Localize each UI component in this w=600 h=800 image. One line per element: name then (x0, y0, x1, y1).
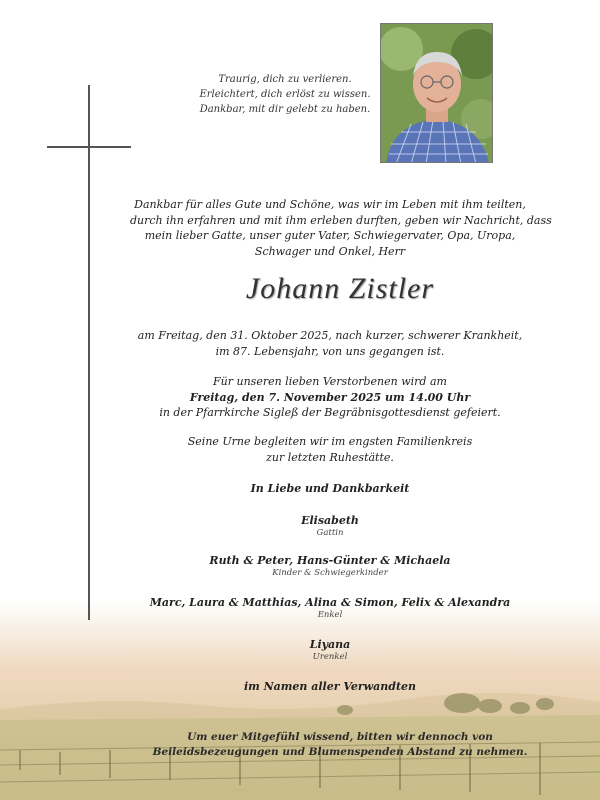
mourner-relation: Gattin (316, 528, 344, 538)
deceased-name: Johann Zistler (245, 272, 435, 305)
urn-line: Seine Urne begleiten wir im engsten Familienkreis (187, 435, 473, 448)
intro-line: mein lieber Gatte, unser guter Vater, Schwiegervater, Opa, Uropa, (144, 229, 516, 242)
latin-cross-icon (88, 85, 90, 620)
condolence-line: Um euer Mitgefühl wissend, bitten wir dennoch von (187, 731, 493, 743)
intro-line: durch ihn erfahren und mit ihm erleben durften, geben wir Nachricht, dass (130, 213, 552, 227)
urn-line: zur letzten Ruhestätte. (266, 450, 394, 464)
service-date-time: Freitag, den 7. November 2025 um 14.00 Uhr (189, 390, 471, 404)
urn-notice (130, 434, 530, 465)
death-notice (130, 328, 530, 359)
mourner-names: Ruth & Peter, Hans-Günter & Michaela (209, 554, 451, 567)
portrait-photo (380, 23, 493, 163)
condolence-request (90, 730, 590, 760)
quote-line: Erleichtert, dich erlöst zu wissen. (199, 89, 371, 100)
relatives-line: im Namen aller Verwandten (243, 680, 417, 693)
intro-line: Schwager und Onkel, Herr (254, 244, 406, 258)
intro-text (130, 197, 552, 259)
vineyard-background (0, 600, 600, 800)
closing-phrase: In Liebe und Dankbarkeit (250, 482, 410, 495)
quote-line: Dankbar, mit dir gelebt zu haben. (199, 104, 371, 115)
intro-line: Dankbar für alles Gute und Schöne, was wir im Leben mit ihm teilten, (134, 198, 526, 211)
quote-line: Traurig, dich zu verlieren. (218, 74, 352, 85)
mourner-entry (130, 553, 530, 579)
mourner-entry (130, 513, 530, 539)
mourner-relation: Urenkel (312, 652, 348, 662)
condolence-line: Beileidsbezeugungen und Blumenspenden Abstand zu nehmen. (152, 746, 528, 758)
service-line: in der Pfarrkirche Sigleß der Begräbnisgottesdienst gefeiert. (159, 406, 501, 419)
service-line: Für unseren lieben Verstorbenen wird am (213, 375, 447, 388)
funeral-service (130, 374, 530, 421)
mourner-entry (130, 637, 530, 663)
mourner-names: Elisabeth (301, 514, 359, 527)
death-notice-line: am Freitag, den 31. Oktober 2025, nach kurzer, schwerer Krankheit, (137, 329, 523, 342)
death-notice-line: im 87. Lebensjahr, von uns gegangen ist. (215, 344, 445, 358)
mourner-names: Marc, Laura & Matthias, Alina & Simon, Felix & Alexandra (149, 596, 511, 609)
mourner-names: Liyana (309, 638, 351, 651)
mourner-relation: Kinder & Schwiegerkinder (272, 568, 388, 578)
cross-crossbar (47, 146, 131, 148)
mourner-relation: Enkel (317, 610, 343, 620)
mourner-entry (130, 595, 530, 621)
